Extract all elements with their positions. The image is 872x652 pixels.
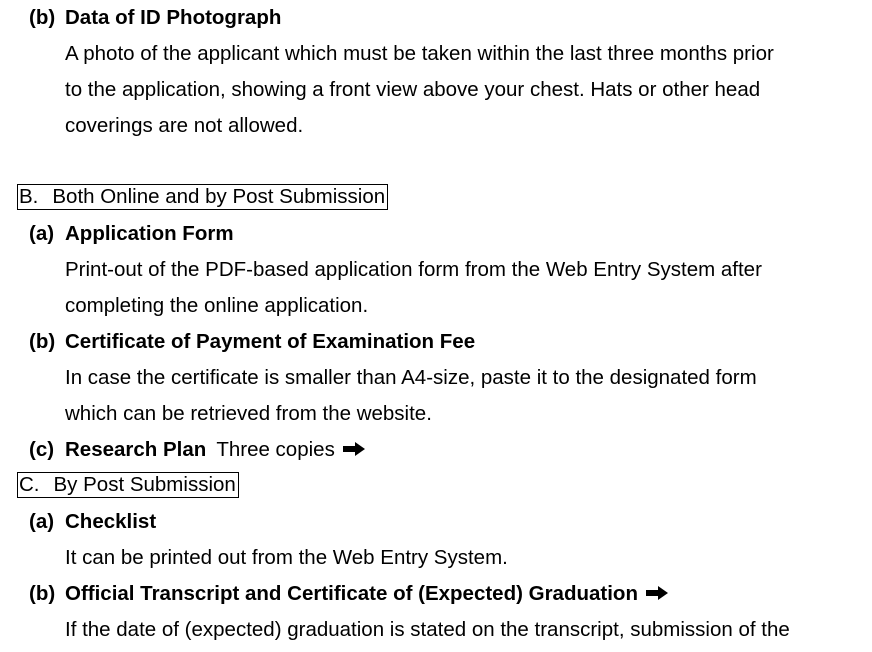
item-label: (b) bbox=[29, 582, 56, 605]
item-label: (a) bbox=[29, 510, 55, 533]
body-line: It can be printed out from the Web Entry System. bbox=[65, 546, 508, 569]
section-heading-text: Both Online and by Post Submission bbox=[52, 185, 386, 208]
item-title: Certificate of Payment of Examination Fee bbox=[65, 330, 476, 353]
section-letter: C. bbox=[19, 473, 40, 496]
section-heading-text: By Post Submission bbox=[53, 473, 236, 496]
body-line: to the application, showing a front view above your chest. Hats or other head bbox=[65, 78, 761, 101]
item-title-row bbox=[65, 438, 365, 462]
right-arrow-icon bbox=[646, 586, 668, 600]
section-letter: B. bbox=[19, 185, 39, 208]
section-heading-b bbox=[17, 184, 388, 210]
item-title: Application Form bbox=[65, 222, 234, 245]
body-line: completing the online application. bbox=[65, 294, 369, 317]
item-title-row bbox=[65, 582, 668, 606]
body-line: coverings are not allowed. bbox=[65, 114, 304, 137]
body-line: which can be retrieved from the website. bbox=[65, 402, 432, 425]
item-title: Data of ID Photograph bbox=[65, 6, 282, 29]
body-line: If the date of (expected) graduation is stated on the transcript, submission of the bbox=[65, 618, 790, 641]
item-label: (b) bbox=[29, 6, 56, 29]
body-line: In case the certificate is smaller than A4-size, paste it to the designated form bbox=[65, 366, 757, 389]
item-title: Research Plan bbox=[65, 438, 207, 461]
item-label: (a) bbox=[29, 222, 55, 245]
item-title: Checklist bbox=[65, 510, 157, 533]
item-note: Three copies bbox=[216, 438, 335, 461]
right-arrow-icon bbox=[343, 442, 365, 456]
item-label: (b) bbox=[29, 330, 56, 353]
item-label: (c) bbox=[29, 438, 55, 461]
section-heading-c bbox=[17, 472, 239, 498]
body-line: A photo of the applicant which must be taken within the last three months prior bbox=[65, 42, 774, 65]
body-line: Print-out of the PDF-based application form from the Web Entry System after bbox=[65, 258, 762, 281]
item-title: Official Transcript and Certificate of (Expected) Graduation bbox=[65, 582, 638, 605]
